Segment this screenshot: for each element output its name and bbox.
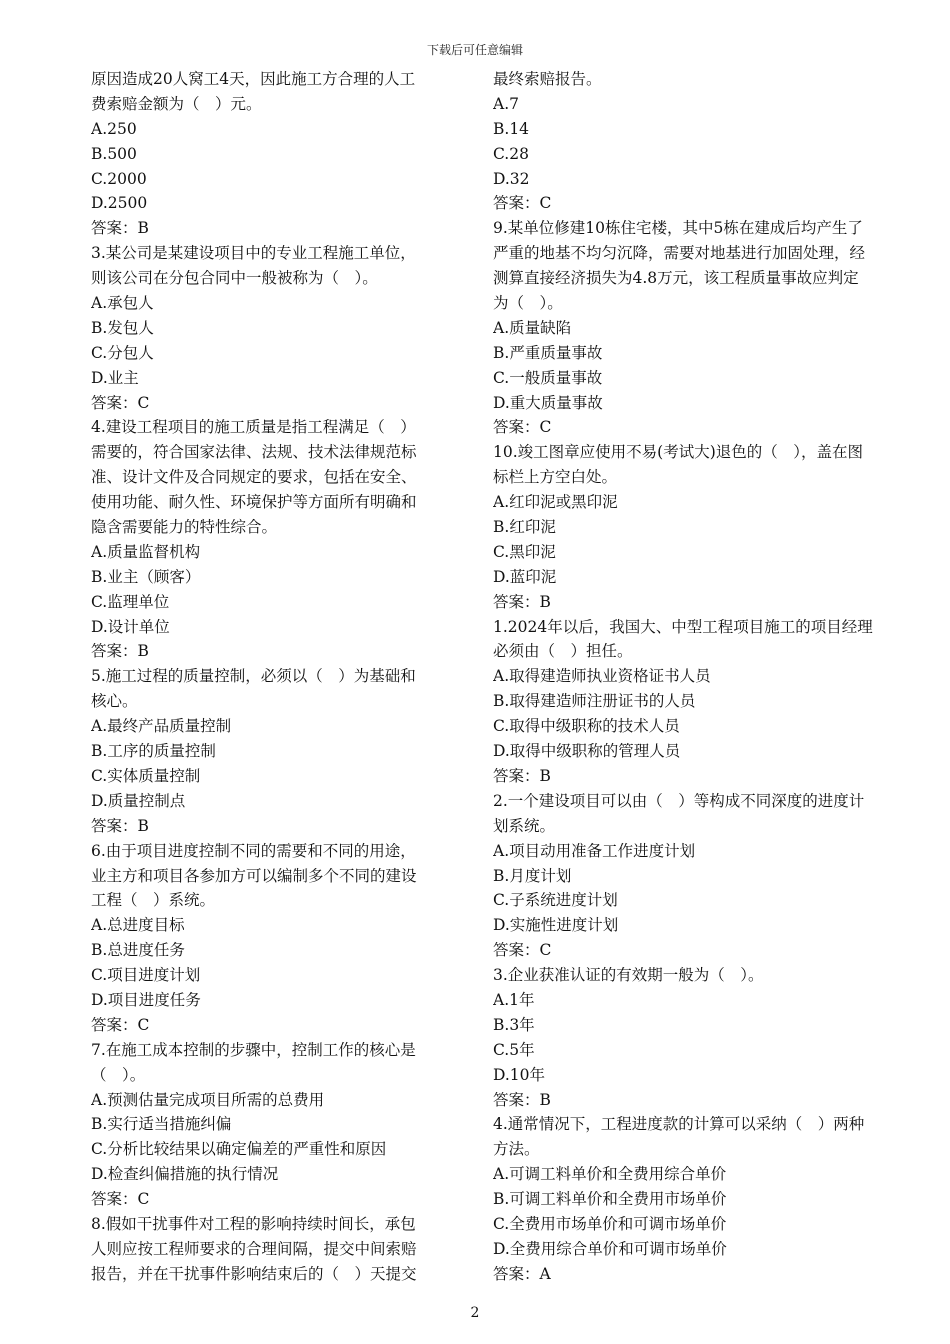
text-line: A.红印泥或黑印泥 xyxy=(493,493,618,512)
text-line: C.分包人 xyxy=(91,343,154,362)
text-line: B.3年 xyxy=(493,1015,535,1034)
text-line: 费索赔金额为（ ）元。 xyxy=(91,94,262,113)
text-line: B.严重质量事故 xyxy=(493,343,603,362)
text-line: D.全费用综合单价和可调市场单价 xyxy=(493,1239,727,1258)
text-line: 8.假如干扰事件对工程的影响持续时间长，承包 xyxy=(91,1214,416,1233)
text-line: 需要的，符合国家法律、法规、技术法律规范标 xyxy=(91,443,417,462)
right-text-column xyxy=(493,67,906,1287)
text-line: 答案：C xyxy=(91,1015,150,1034)
text-line: A.预测估量完成项目所需的总费用 xyxy=(91,1090,325,1109)
text-line: C.项目进度计划 xyxy=(91,966,201,985)
text-line: 测算直接经济损失为4.8万元，该工程质量事故应判定 xyxy=(493,269,859,288)
text-line: A.最终产品质量控制 xyxy=(91,717,232,736)
text-line: 答案：B xyxy=(91,642,149,661)
text-line: B.500 xyxy=(91,144,137,163)
text-line: C.一般质量事故 xyxy=(493,368,603,387)
text-line: A.项目动用准备工作进度计划 xyxy=(493,841,696,860)
text-line: D.重大质量事故 xyxy=(493,393,603,412)
text-line: C.实体质量控制 xyxy=(91,766,201,785)
text-line: 7.在施工成本控制的步骤中，控制工作的核心是 xyxy=(91,1040,416,1059)
text-line: C.5年 xyxy=(493,1040,535,1059)
text-line: B.14 xyxy=(493,119,530,138)
text-line: 9.某单位修建10栋住宅楼，其中5栋在建成后均产生了 xyxy=(493,219,863,238)
text-line: A.7 xyxy=(493,94,519,113)
page-header: 下载后可任意编辑 xyxy=(426,43,523,57)
text-line: B.实行适当措施纠偏 xyxy=(91,1115,232,1134)
text-line: D.2500 xyxy=(91,194,148,213)
text-line: D.检查纠偏措施的执行情况 xyxy=(91,1165,279,1184)
text-line: C.全费用市场单价和可调市场单价 xyxy=(493,1214,727,1233)
text-line: C.2000 xyxy=(91,169,147,188)
text-line: 答案：C xyxy=(91,393,150,412)
text-line: A.取得建造师执业资格证书人员 xyxy=(493,667,711,686)
left-text-column xyxy=(91,67,453,1287)
text-line: C.取得中级职称的技术人员 xyxy=(493,717,680,736)
text-line: C.黑印泥 xyxy=(493,542,556,561)
text-line: 必须由（ ）担任。 xyxy=(493,642,633,661)
text-line: 答案：C xyxy=(493,941,552,960)
text-line: 答案：B xyxy=(493,1090,551,1109)
text-line: B.工序的质量控制 xyxy=(91,742,216,761)
text-line: 3.某公司是某建设项目中的专业工程施工单位， xyxy=(91,244,416,263)
text-line: 答案：A xyxy=(493,1264,551,1283)
text-line: 标栏上方空白处。 xyxy=(493,468,618,487)
text-line: D.设计单位 xyxy=(91,617,170,636)
text-line: D.质量控制点 xyxy=(91,791,186,810)
text-line: 2.一个建设项目可以由（ ）等构成不同深度的进度计 xyxy=(493,791,865,810)
text-line: 3.企业获准认证的有效期一般为（ ）。 xyxy=(493,966,764,985)
text-line: D.实施性进度计划 xyxy=(493,916,619,935)
text-line: 4.建设工程项目的施工质量是指工程满足（ ） xyxy=(91,418,416,437)
text-line: B.红印泥 xyxy=(493,518,556,537)
text-line: 方法。 xyxy=(493,1140,540,1159)
text-line: B.业主（顾客） xyxy=(91,567,201,586)
text-line: 人则应按工程师要求的合理间隔，提交中间索赔 xyxy=(91,1239,417,1258)
text-line: 1.2024年以后，我国大、中型工程项目施工的项目经理 xyxy=(493,617,873,636)
text-line: 原因造成20人窝工4天，因此施工方合理的人工 xyxy=(91,70,416,88)
text-line: A.质量缺陷 xyxy=(493,318,572,337)
text-line: 准、设计文件及合同规定的要求，包括在安全、 xyxy=(91,468,417,487)
text-line: 最终索赔报告。 xyxy=(493,70,602,88)
text-line: D.项目进度任务 xyxy=(91,990,201,1009)
text-line: D.32 xyxy=(493,169,530,188)
text-line: 10.竣工图章应使用不易(考试大)退色的（ ），盖在图 xyxy=(493,443,863,462)
text-line: B.发包人 xyxy=(91,318,154,337)
text-line: 核心。 xyxy=(91,692,138,711)
text-line: 则该公司在分包合同中一般被称为（ ）。 xyxy=(91,269,378,288)
text-line: 答案：C xyxy=(493,418,552,437)
text-line: B.月度计划 xyxy=(493,866,572,885)
text-line: B.取得建造师注册证书的人员 xyxy=(493,692,696,711)
text-line: C.监理单位 xyxy=(91,592,170,611)
text-line: 答案：B xyxy=(493,592,551,611)
text-line: A.1年 xyxy=(493,990,535,1009)
text-line: 使用功能、耐久性、环境保护等方面所有明确和 xyxy=(91,493,417,512)
text-line: 答案：C xyxy=(91,1190,150,1209)
text-line: （ ）。 xyxy=(91,1065,146,1084)
text-line: 答案：B xyxy=(493,766,551,785)
text-line: 严重的地基不均匀沉降，需要对地基进行加固处理，经 xyxy=(493,244,866,263)
text-line: D.取得中级职称的管理人员 xyxy=(493,742,681,761)
text-line: D.业主 xyxy=(91,368,139,387)
text-line: 答案：B xyxy=(91,816,149,835)
text-line: 答案：C xyxy=(493,194,552,213)
text-line: 业主方和项目各参加方可以编制多个不同的建设 xyxy=(91,866,417,885)
text-line: A.总进度目标 xyxy=(91,916,185,935)
text-line: 4.通常情况下，工程进度款的计算可以采纳（ ）两种 xyxy=(493,1115,865,1134)
text-line: 6.由于项目进度控制不同的需要和不同的用途， xyxy=(91,841,416,860)
text-line: A.可调工料单价和全费用综合单价 xyxy=(493,1165,727,1184)
text-line: 划系统。 xyxy=(493,816,556,835)
text-line: B.总进度任务 xyxy=(91,941,185,960)
text-line: A.250 xyxy=(91,119,137,138)
text-line: D.蓝印泥 xyxy=(493,567,557,586)
text-line: 报告，并在干扰事件影响结束后的（ ）天提交 xyxy=(91,1264,417,1283)
text-line: 答案：B xyxy=(91,219,149,238)
text-line: A.质量监督机构 xyxy=(91,542,201,561)
text-line: 为（ ）。 xyxy=(493,294,563,313)
text-line: A.承包人 xyxy=(91,294,154,313)
text-line: C.分析比较结果以确定偏差的严重性和原因 xyxy=(91,1140,387,1159)
text-line: C.28 xyxy=(493,144,529,163)
text-line: C.子系统进度计划 xyxy=(493,891,618,910)
text-line: B.可调工料单价和全费用市场单价 xyxy=(493,1190,727,1209)
text-line: 工程（ ）系统。 xyxy=(91,891,216,910)
text-line: D.10年 xyxy=(493,1065,546,1084)
page-number: 2 xyxy=(470,1305,480,1321)
text-line: 5.施工过程的质量控制，必须以（ ）为基础和 xyxy=(91,667,416,686)
text-line: 隐含需要能力的特性综合。 xyxy=(91,518,278,537)
